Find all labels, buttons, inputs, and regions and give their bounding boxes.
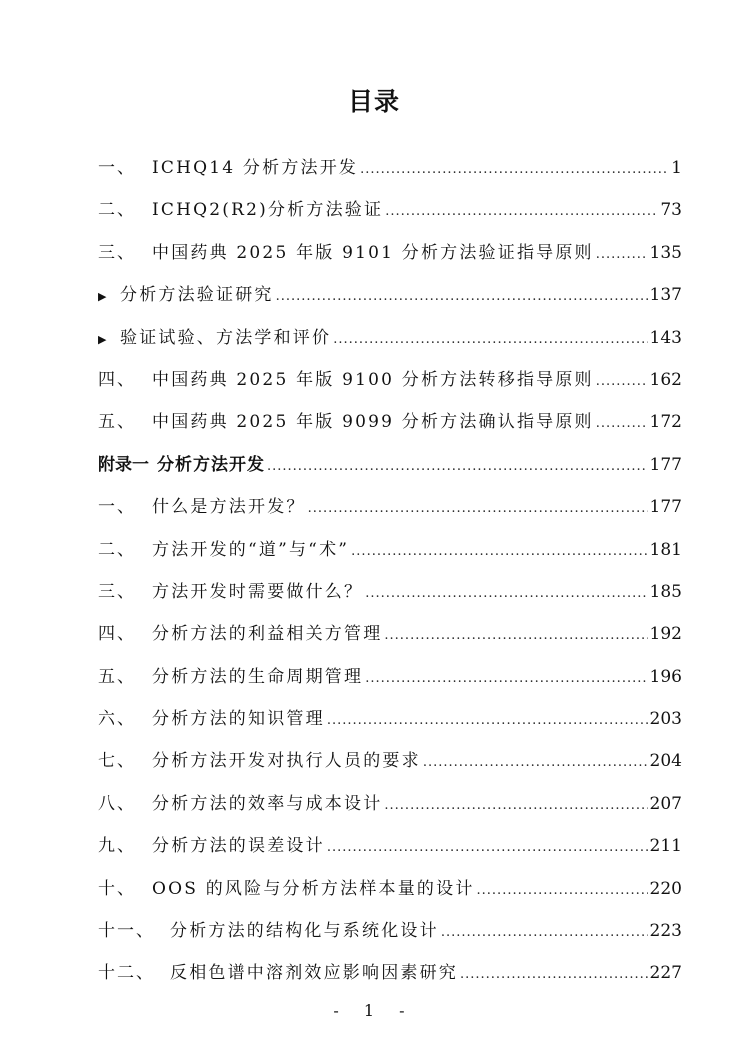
entry-number: 三、: [98, 242, 136, 263]
entry-title: ICHQ14 分析方法开发: [152, 158, 359, 178]
dot-leader: [365, 658, 647, 700]
dot-leader: [327, 700, 648, 742]
entry-number: 六、: [98, 709, 136, 730]
entry-page-number: 177: [649, 497, 682, 518]
entry-number: 八、: [98, 793, 136, 814]
dot-leader: [351, 531, 647, 573]
toc-entry[interactable]: [98, 486, 682, 528]
entry-page-number: 223: [649, 921, 682, 942]
entry-number: 一、: [98, 497, 136, 518]
toc-subentry[interactable]: [98, 274, 682, 316]
toc-entry[interactable]: [98, 147, 682, 189]
entry-title: 方法开发时需要做什么？: [152, 581, 364, 602]
toc-entry[interactable]: [98, 359, 682, 401]
dot-leader: [384, 785, 647, 827]
entry-page-number: 207: [649, 793, 682, 814]
dot-leader: [276, 276, 648, 318]
entry-title: 反相色谱中溶剂效应影响因素研究: [170, 963, 458, 984]
entry-title: 分析方法的生命周期管理: [152, 666, 364, 687]
dot-leader: [308, 488, 648, 530]
entry-title: OOS 的风险与分析方法样本量的设计: [152, 878, 475, 899]
entry-number: 十一、: [98, 921, 155, 942]
toc-entry[interactable]: [98, 189, 682, 231]
entry-page-number: 177: [649, 454, 682, 475]
dot-leader: [384, 615, 647, 657]
appendix-label: 附录一: [98, 454, 149, 475]
toc-entry[interactable]: [98, 783, 682, 825]
entry-page-number: 185: [649, 581, 682, 602]
entry-title: 分析方法的结构化与系统化设计: [170, 921, 439, 942]
entry-title: 分析方法开发对执行人员的要求: [152, 751, 421, 772]
dot-leader: [460, 954, 648, 996]
dot-leader: [267, 446, 648, 488]
entry-title: 中国药典 2025 年版 9101 分析方法验证指导原则: [152, 242, 594, 263]
dot-leader: [477, 870, 648, 912]
entry-title: 分析方法的利益相关方管理: [152, 624, 383, 645]
entry-page-number: 135: [649, 242, 682, 263]
toc-entry[interactable]: [98, 529, 682, 571]
dot-leader: [385, 191, 658, 233]
entry-page-number: 137: [649, 285, 682, 306]
dot-leader: [365, 573, 647, 615]
dot-leader: [596, 361, 648, 403]
triangle-bullet-icon: ▶: [98, 332, 107, 346]
entry-number: 四、: [98, 624, 136, 645]
page-footer-number: - 1 -: [333, 1001, 415, 1020]
toc-entry[interactable]: [98, 952, 682, 994]
entry-number: 七、: [98, 751, 136, 772]
dot-leader: [360, 149, 669, 191]
toc-entry[interactable]: [98, 613, 682, 655]
toc-entry[interactable]: [98, 401, 682, 443]
entry-page-number: 203: [649, 709, 682, 730]
entry-page-number: 211: [649, 836, 682, 857]
entry-number: 二、: [98, 200, 136, 221]
toc-entry[interactable]: [98, 232, 682, 274]
entry-title: 分析方法的误差设计: [152, 836, 325, 857]
entry-title: 分析方法的效率与成本设计: [152, 793, 383, 814]
entry-page-number: 172: [649, 412, 682, 433]
table-of-contents: [98, 147, 682, 995]
toc-entry[interactable]: [98, 910, 682, 952]
entry-number: 五、: [98, 666, 136, 687]
entry-title: 验证试验、方法学和评价: [120, 327, 332, 348]
entry-title: 什么是方法开发？: [152, 497, 306, 518]
entry-number: 一、: [98, 158, 136, 178]
dot-leader: [333, 319, 647, 361]
toc-entry[interactable]: [98, 571, 682, 613]
entry-page-number: 220: [649, 878, 682, 899]
toc-subentry[interactable]: [98, 317, 682, 359]
entry-number: 二、: [98, 539, 136, 560]
entry-number: 十二、: [98, 963, 155, 984]
page-title: 目录: [347, 87, 400, 116]
dot-leader: [596, 403, 648, 445]
entry-page-number: 1: [671, 158, 682, 178]
entry-number: 五、: [98, 412, 136, 433]
entry-title: 中国药典 2025 年版 9099 分析方法确认指导原则: [152, 412, 594, 433]
entry-number: 四、: [98, 369, 136, 390]
entry-title: 分析方法开发: [157, 454, 265, 475]
triangle-bullet-icon: ▶: [98, 290, 107, 304]
entry-title: 分析方法验证研究: [120, 285, 274, 306]
toc-entry[interactable]: [98, 656, 682, 698]
toc-entry[interactable]: [98, 825, 682, 867]
entry-number: 十、: [98, 878, 136, 899]
entry-page-number: 192: [649, 624, 682, 645]
entry-page-number: 204: [649, 751, 682, 772]
dot-leader: [327, 827, 648, 869]
entry-title: 分析方法的知识管理: [152, 709, 325, 730]
entry-page-number: 181: [649, 539, 682, 560]
dot-leader: [596, 234, 648, 276]
entry-page-number: 73: [660, 200, 682, 221]
entry-page-number: 227: [649, 963, 682, 984]
entry-title: 中国药典 2025 年版 9100 分析方法转移指导原则: [152, 369, 594, 390]
toc-entry[interactable]: [98, 740, 682, 782]
entry-title: 方法开发的“道”与“术”: [152, 539, 350, 560]
entry-page-number: 143: [649, 327, 682, 348]
toc-entry[interactable]: [98, 698, 682, 740]
entry-number: 九、: [98, 836, 136, 857]
entry-number: 三、: [98, 581, 136, 602]
dot-leader: [441, 912, 648, 954]
toc-entry[interactable]: [98, 868, 682, 910]
entry-title: ICHQ2(R2)分析方法验证: [152, 200, 384, 221]
entry-page-number: 196: [649, 666, 682, 687]
toc-appendix-entry[interactable]: [98, 444, 682, 486]
dot-leader: [423, 742, 648, 784]
entry-page-number: 162: [649, 369, 682, 390]
